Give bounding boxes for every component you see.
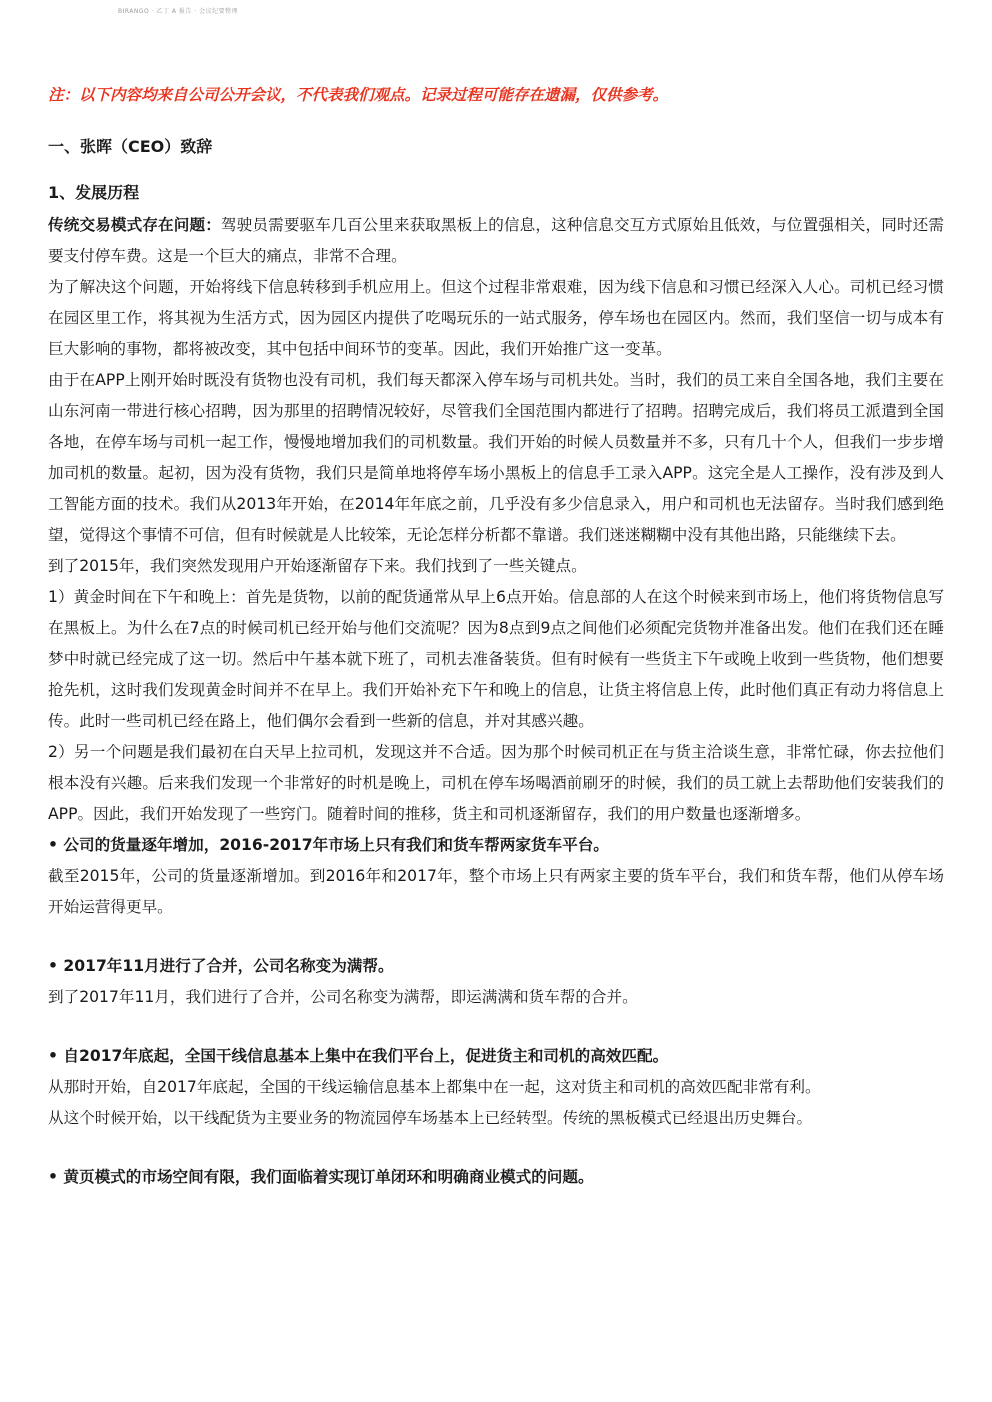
paragraph: 截至2015年，公司的货量逐渐增加。到2016年和2017年，整个市场上只有两家主要的货车平台，我们和货车帮，他们从停车场开始运营得更早。: [48, 867, 944, 916]
bullet-heading: • 公司的货量逐年增加，2016-2017年市场上只有我们和货车帮两家货车平台。: [48, 836, 609, 854]
spacer: [48, 923, 944, 951]
spacer: [48, 1134, 944, 1162]
paragraph: 1）黄金时间在下午和晚上：首先是货物，以前的配货通常从早上6点开始。信息部的人在这个时候来到市场上，他们将货物信息写在黑板上。为什么在7点的时候司机已经开始与他们交流呢？因为8点到9点之间他们必须配完货物并准备出发。他们在我们还在睡梦中时就已经完成了这一切。然后中午基本就下班了，司机去准备装货。但有时候有一些货主下午或晚上收到一些货物，他们想要抢先机，这时我们发现黄金时间并不在早上。我们开始补充下午和晚上的信息，让货主将信息上传，此时他们真正有动力将信息上传。此时一些司机已经在路上，他们偶尔会看到一些新的信息，并对其感兴趣。: [48, 588, 944, 730]
paragraph: 从那时开始，自2017年底起，全国的干线运输信息基本上都集中在一起，这对货主和司机的高效匹配非常有利。: [48, 1078, 821, 1096]
paragraph: 到了2017年11月，我们进行了合并，公司名称变为满帮，即运满满和货车帮的合并。: [48, 988, 638, 1006]
disclaimer-note: 注：以下内容均来自公司公开会议，不代表我们观点。记录过程可能存在遗漏，仅供参考。: [48, 86, 669, 104]
paragraph-traditional-model: [48, 210, 944, 272]
bullet-heading: • 自2017年底起，全国干线信息基本上集中在我们平台上，促进货主和司机的高效匹配。: [48, 1047, 669, 1065]
section-content: [48, 180, 944, 1193]
paragraph: 到了2015年，我们突然发现用户开始逐渐留存下来。我们找到了一些关键点。: [48, 557, 587, 575]
paragraph: 由于在APP上刚开始时既没有货物也没有司机，我们每天都深入停车场与司机共处。当时，我们的员工来自全国各地，我们主要在山东河南一带进行核心招聘，因为那里的招聘情况较好，尽管我们全国范围内都进行了招聘。招聘完成后，我们将员工派遣到全国各地，在停车场与司机一起工作，慢慢地增加我们的司机数量。我们开始的时候人员数量并不多，只有几十个人，但我们一步步增加司机的数量。起初，因为没有货物，我们只是简单地将停车场小黑板上的信息手工录入APP。这完全是人工操作，没有涉及到人工智能方面的技术。我们从2013年开始，在2014年年底之前，几乎没有多少信息录入，用户和司机也无法留存。当时我们感到绝望，觉得这个事情不可信，但有时候就是人比较笨，无论怎样分析都不靠谱。我们迷迷糊糊中没有其他出路，只能继续下去。: [48, 371, 944, 544]
spacer: [48, 1013, 944, 1041]
bullet-heading: • 黄页模式的市场空间有限，我们面临着实现订单闭环和明确商业模式的问题。: [48, 1168, 594, 1186]
bullet-heading: • 2017年11月进行了合并，公司名称变为满帮。: [48, 957, 394, 975]
section-heading: 一、张晖（CEO）致辞: [48, 137, 213, 156]
paragraph: 2）另一个问题是我们最初在白天早上拉司机，发现这并不合适。因为那个时候司机正在与货主洽谈生意，非常忙碌，你去拉他们根本没有兴趣。后来我们发现一个非常好的时机是晚上，司机在停车场喝酒前刷牙的时候，我们的员工就上去帮助他们安装我们的APP。因此，我们开始发现了一些窍门。随着时间的推移，货主和司机逐渐留存，我们的用户数量也逐渐增多。: [48, 743, 944, 823]
page-header-mark: BIRANGO · 乙丁 A 报告 · 会议纪要整理: [118, 8, 239, 15]
paragraph-body: 驾驶员需要驱车几百公里来获取黑板上的信息，这种信息交互方式原始且低效，与位置强相关，同时还需要支付停车费。这是一个巨大的痛点，非常不合理。: [48, 216, 944, 265]
paragraph: 从这个时候开始，以干线配货为主要业务的物流园停车场基本上已经转型。传统的黑板模式已经退出历史舞台。: [48, 1109, 813, 1127]
subsection-heading: 1、发展历程: [48, 183, 140, 202]
paragraph: 为了解决这个问题，开始将线下信息转移到手机应用上。但这个过程非常艰难，因为线下信息和习惯已经深入人心。司机已经习惯在园区里工作，将其视为生活方式，因为园区内提供了吃喝玩乐的一站式服务，停车场也在园区内。然而，我们坚信一切与成本有巨大影响的事物，都将被改变，其中包括中间环节的变革。因此，我们开始推广这一变革。: [48, 278, 944, 358]
paragraph-lead: 传统交易模式存在问题：: [48, 216, 221, 234]
